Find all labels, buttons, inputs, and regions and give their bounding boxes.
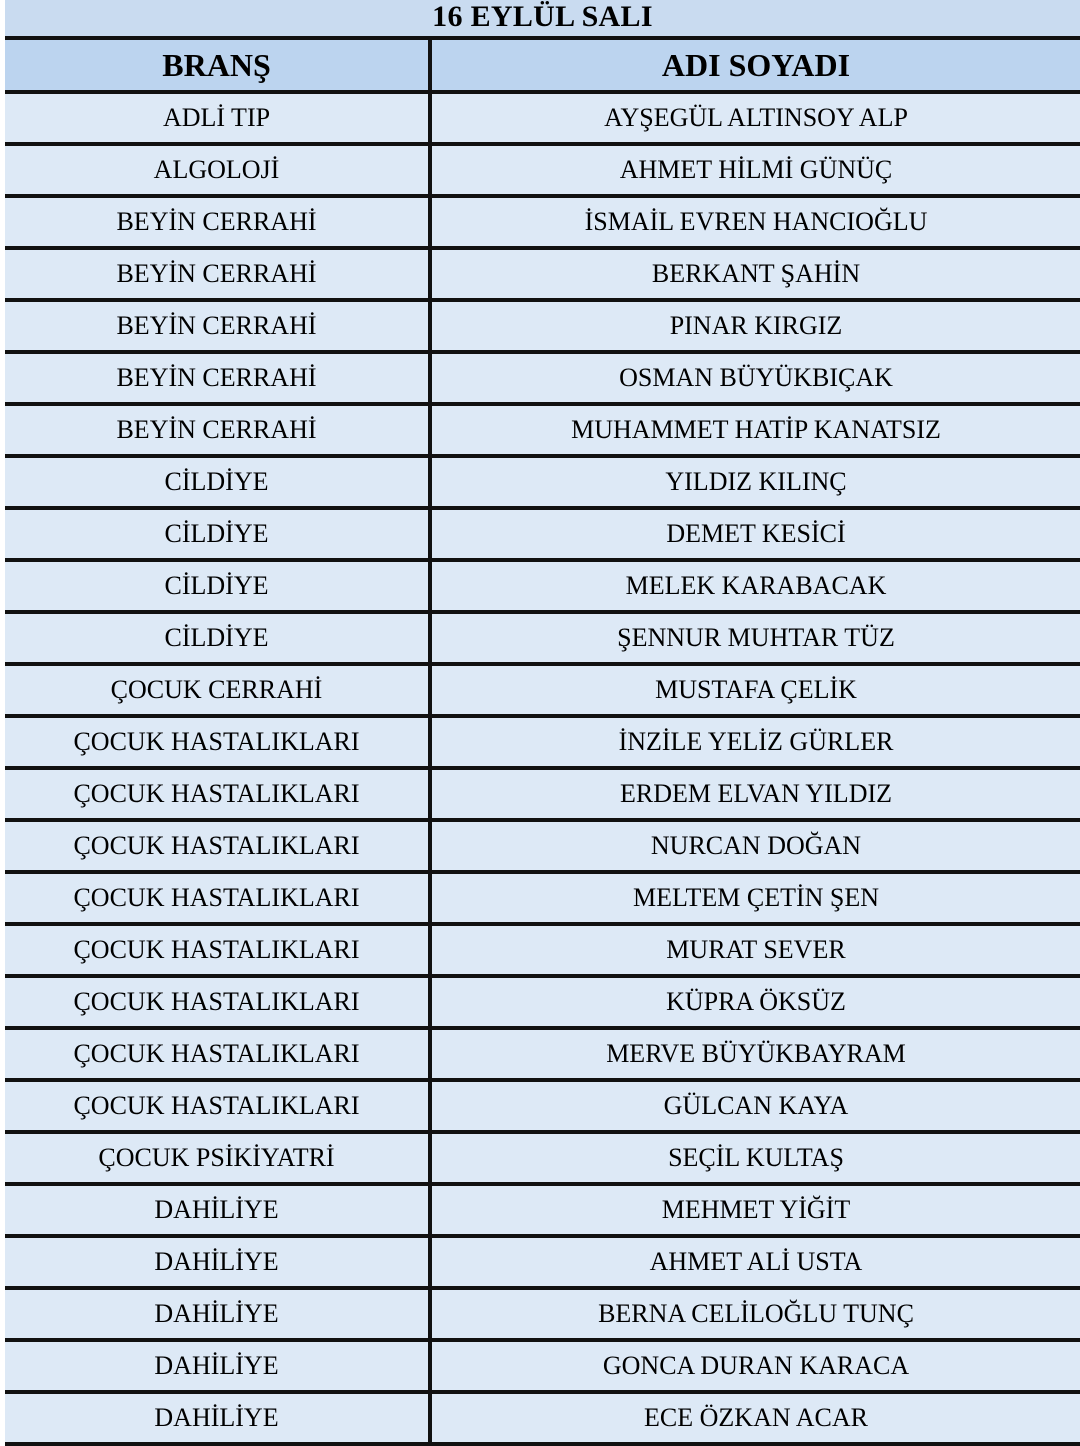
table-row bbox=[5, 560, 1080, 612]
cell-adi-soyadi: MERVE BÜYÜKBAYRAM bbox=[430, 1028, 1080, 1080]
table-row bbox=[5, 92, 1080, 144]
cell-brans: BEYİN CERRAHİ bbox=[5, 248, 430, 300]
table-row bbox=[5, 1340, 1080, 1392]
cell-adi-soyadi: MELTEM ÇETİN ŞEN bbox=[430, 872, 1080, 924]
cell-adi-soyadi: İSMAİL EVREN HANCIOĞLU bbox=[430, 196, 1080, 248]
cell-adi-soyadi: SEÇİL KULTAŞ bbox=[430, 1132, 1080, 1184]
cell-adi-soyadi: AYŞEGÜL ALTINSOY ALP bbox=[430, 92, 1080, 144]
cell-brans: ÇOCUK HASTALIKLARI bbox=[5, 716, 430, 768]
cell-adi-soyadi: YILDIZ KILINÇ bbox=[430, 456, 1080, 508]
cell-brans: CİLDİYE bbox=[5, 612, 430, 664]
cell-brans: DAHİLİYE bbox=[5, 1392, 430, 1444]
cell-brans: ADLİ TIP bbox=[5, 92, 430, 144]
cell-brans: BEYİN CERRAHİ bbox=[5, 196, 430, 248]
cell-brans: ÇOCUK HASTALIKLARI bbox=[5, 1080, 430, 1132]
table-row bbox=[5, 1028, 1080, 1080]
duty-schedule-sheet bbox=[5, 0, 1080, 1443]
cell-brans: ÇOCUK HASTALIKLARI bbox=[5, 924, 430, 976]
cell-brans: ÇOCUK HASTALIKLARI bbox=[5, 872, 430, 924]
table-header-row bbox=[5, 40, 1080, 92]
cell-brans: CİLDİYE bbox=[5, 560, 430, 612]
cell-adi-soyadi: MELEK KARABACAK bbox=[430, 560, 1080, 612]
header-adi-soyadi: ADI SOYADI bbox=[430, 40, 1080, 92]
table-row bbox=[5, 248, 1080, 300]
cell-adi-soyadi: NURCAN DOĞAN bbox=[430, 820, 1080, 872]
table-row bbox=[5, 1288, 1080, 1340]
cell-adi-soyadi: DEMET KESİCİ bbox=[430, 508, 1080, 560]
cell-adi-soyadi: MUSTAFA ÇELİK bbox=[430, 664, 1080, 716]
cell-adi-soyadi: MUHAMMET HATİP KANATSIZ bbox=[430, 404, 1080, 456]
table-row bbox=[5, 664, 1080, 716]
cell-adi-soyadi: KÜPRA ÖKSÜZ bbox=[430, 976, 1080, 1028]
cell-brans: BEYİN CERRAHİ bbox=[5, 300, 430, 352]
cell-brans: BEYİN CERRAHİ bbox=[5, 352, 430, 404]
cell-brans: ÇOCUK HASTALIKLARI bbox=[5, 976, 430, 1028]
cell-brans: DAHİLİYE bbox=[5, 1236, 430, 1288]
cell-brans: ÇOCUK PSİKİYATRİ bbox=[5, 1132, 430, 1184]
cell-adi-soyadi: AHMET ALİ USTA bbox=[430, 1236, 1080, 1288]
cell-brans: ALGOLOJİ bbox=[5, 144, 430, 196]
cell-adi-soyadi: ECE ÖZKAN ACAR bbox=[430, 1392, 1080, 1444]
cell-brans: ÇOCUK HASTALIKLARI bbox=[5, 820, 430, 872]
cell-adi-soyadi: OSMAN BÜYÜKBIÇAK bbox=[430, 352, 1080, 404]
table-row bbox=[5, 1132, 1080, 1184]
cell-adi-soyadi: GÜLCAN KAYA bbox=[430, 1080, 1080, 1132]
table-row bbox=[5, 1392, 1080, 1444]
cell-adi-soyadi: BERNA CELİLOĞLU TUNÇ bbox=[430, 1288, 1080, 1340]
table-row bbox=[5, 768, 1080, 820]
table-row bbox=[5, 456, 1080, 508]
cell-adi-soyadi: BERKANT ŞAHİN bbox=[430, 248, 1080, 300]
table-row bbox=[5, 612, 1080, 664]
cell-adi-soyadi: MURAT SEVER bbox=[430, 924, 1080, 976]
cell-adi-soyadi: İNZİLE YELİZ GÜRLER bbox=[430, 716, 1080, 768]
table-row bbox=[5, 352, 1080, 404]
table-row bbox=[5, 924, 1080, 976]
cell-adi-soyadi: PINAR KIRGIZ bbox=[430, 300, 1080, 352]
table-row bbox=[5, 1080, 1080, 1132]
table-row bbox=[5, 976, 1080, 1028]
cell-adi-soyadi: ERDEM ELVAN YILDIZ bbox=[430, 768, 1080, 820]
cell-brans: DAHİLİYE bbox=[5, 1184, 430, 1236]
table-row bbox=[5, 820, 1080, 872]
table-row bbox=[5, 196, 1080, 248]
cell-brans: ÇOCUK HASTALIKLARI bbox=[5, 768, 430, 820]
cell-brans: DAHİLİYE bbox=[5, 1288, 430, 1340]
table-row bbox=[5, 300, 1080, 352]
cell-adi-soyadi: ŞENNUR MUHTAR TÜZ bbox=[430, 612, 1080, 664]
cell-brans: CİLDİYE bbox=[5, 508, 430, 560]
cell-brans: CİLDİYE bbox=[5, 456, 430, 508]
cell-brans: DAHİLİYE bbox=[5, 1340, 430, 1392]
cell-adi-soyadi: GONCA DURAN KARACA bbox=[430, 1340, 1080, 1392]
table-row bbox=[5, 1184, 1080, 1236]
page-title: 16 EYLÜL SALI bbox=[5, 0, 1080, 40]
cell-adi-soyadi: AHMET HİLMİ GÜNÜÇ bbox=[430, 144, 1080, 196]
duty-table bbox=[5, 40, 1080, 1446]
table-body bbox=[5, 92, 1080, 1444]
cell-adi-soyadi: MEHMET YİĞİT bbox=[430, 1184, 1080, 1236]
cell-brans: ÇOCUK HASTALIKLARI bbox=[5, 1028, 430, 1080]
table-row bbox=[5, 1236, 1080, 1288]
table-row bbox=[5, 144, 1080, 196]
cell-brans: ÇOCUK CERRAHİ bbox=[5, 664, 430, 716]
table-row bbox=[5, 716, 1080, 768]
table-row bbox=[5, 508, 1080, 560]
header-brans: BRANŞ bbox=[5, 40, 430, 92]
table-row bbox=[5, 404, 1080, 456]
cell-brans: BEYİN CERRAHİ bbox=[5, 404, 430, 456]
table-row bbox=[5, 872, 1080, 924]
